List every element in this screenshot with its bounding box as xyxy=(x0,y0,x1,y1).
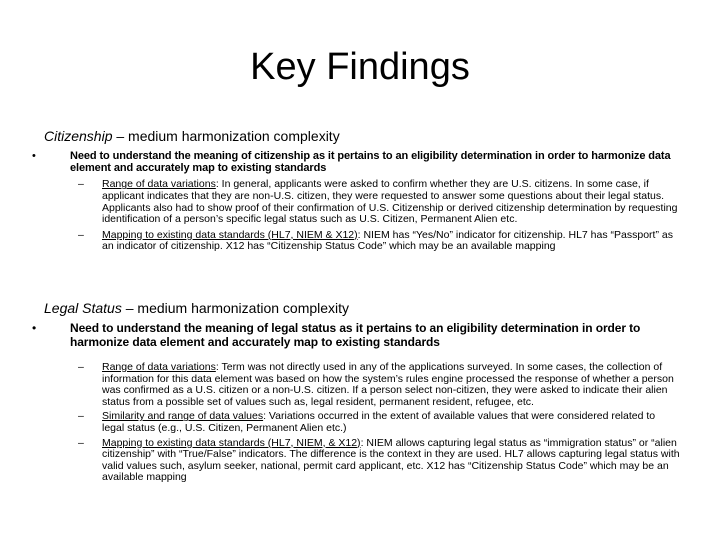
bullet-point xyxy=(32,321,680,349)
section-name: Citizenship xyxy=(44,128,113,144)
dash-icon: – xyxy=(78,410,84,423)
bullet-icon: • xyxy=(32,321,37,335)
sub-point-lead: Range of data variations xyxy=(102,178,216,191)
dash-icon: – xyxy=(78,178,84,191)
bullet-point xyxy=(32,150,680,175)
sub-point-list xyxy=(44,179,680,253)
section-heading xyxy=(44,128,680,145)
sub-point xyxy=(44,179,680,225)
section-heading xyxy=(44,300,680,317)
sub-point-lead: Mapping to existing data standards (HL7, NIEM & X12) xyxy=(102,228,358,241)
sub-point-text: : NIEM allows capturing legal status as “immigration status” or “alien citizenship” with “True/False” indicators. The difference is the context in they are used. HL7 allows capturing legal status with valid values such, asylum seeker, national, permit card applicant, etc. X12 has “Citizenship Status Code” which may be an available mapping xyxy=(102,436,680,484)
dash-icon: – xyxy=(78,228,84,241)
bullet-icon: • xyxy=(32,150,36,162)
sub-point-text: : Term was not directly used in any of the applications surveyed. In some cases, the collection of information for this data element was based on how the system’s rules engine processed the response of whether a person was confirmed as a U.S. citizen or a non-U.S. citizen. If a person select non-citizen, they were asked to indicate their alien status from a possible set of values such as, legal resident, permanent resident, refugee, etc. xyxy=(102,361,674,408)
section-complexity: – medium harmonization complexity xyxy=(112,128,340,144)
bullet-text: Need to understand the meaning of citizenship as it pertains to an eligibility determination in order to harmonize data element and accurately map to existing standards xyxy=(70,150,671,175)
sub-point-text: : Variations occurred in the extent of available values that were considered related to legal status (e.g., U.S. Citizen, Permanent Alien etc.) xyxy=(102,410,656,434)
section-legal-status xyxy=(32,300,680,484)
sub-point-list xyxy=(44,362,680,484)
page-title: Key Findings xyxy=(250,46,470,88)
sub-point xyxy=(44,411,680,434)
sub-point xyxy=(44,438,680,484)
bullet-text: Need to understand the meaning of legal status as it pertains to an eligibility determination in order to harmonize data element and accurately map to existing standards xyxy=(70,321,641,349)
sub-point-lead: Mapping to existing data standards (HL7, NIEM, & X12) xyxy=(102,436,361,449)
dash-icon: – xyxy=(78,436,84,449)
section-name: Legal Status xyxy=(44,300,122,316)
sub-point xyxy=(44,362,680,408)
section-complexity: – medium harmonization complexity xyxy=(121,300,350,316)
sub-point-text: : NIEM has “Yes/No” indicator for citizenship. HL7 has “Passport” as an indicator of citizenship. X12 has “Citizenship Status Code” which may be an available mapping xyxy=(102,228,673,253)
sub-point-text: : In general, applicants were asked to confirm whether they are U.S. citizens. In some case, if applicant indicates that they are non-U.S. citizen, they were requested to answer some questions about their legal status. Applicants also had to show proof of their confirmation of U.S. Citizenship or derived citizenship determination by requesting identification of a person’s specific legal status such as U.S. Citizen, Permanent Alien etc. xyxy=(102,178,678,226)
section-citizenship xyxy=(32,128,680,253)
sub-point-lead: Similarity and range of data values xyxy=(102,410,264,423)
dash-icon: – xyxy=(78,361,84,373)
sub-point-lead: Range of data variations xyxy=(102,361,216,373)
sub-point xyxy=(44,230,680,253)
